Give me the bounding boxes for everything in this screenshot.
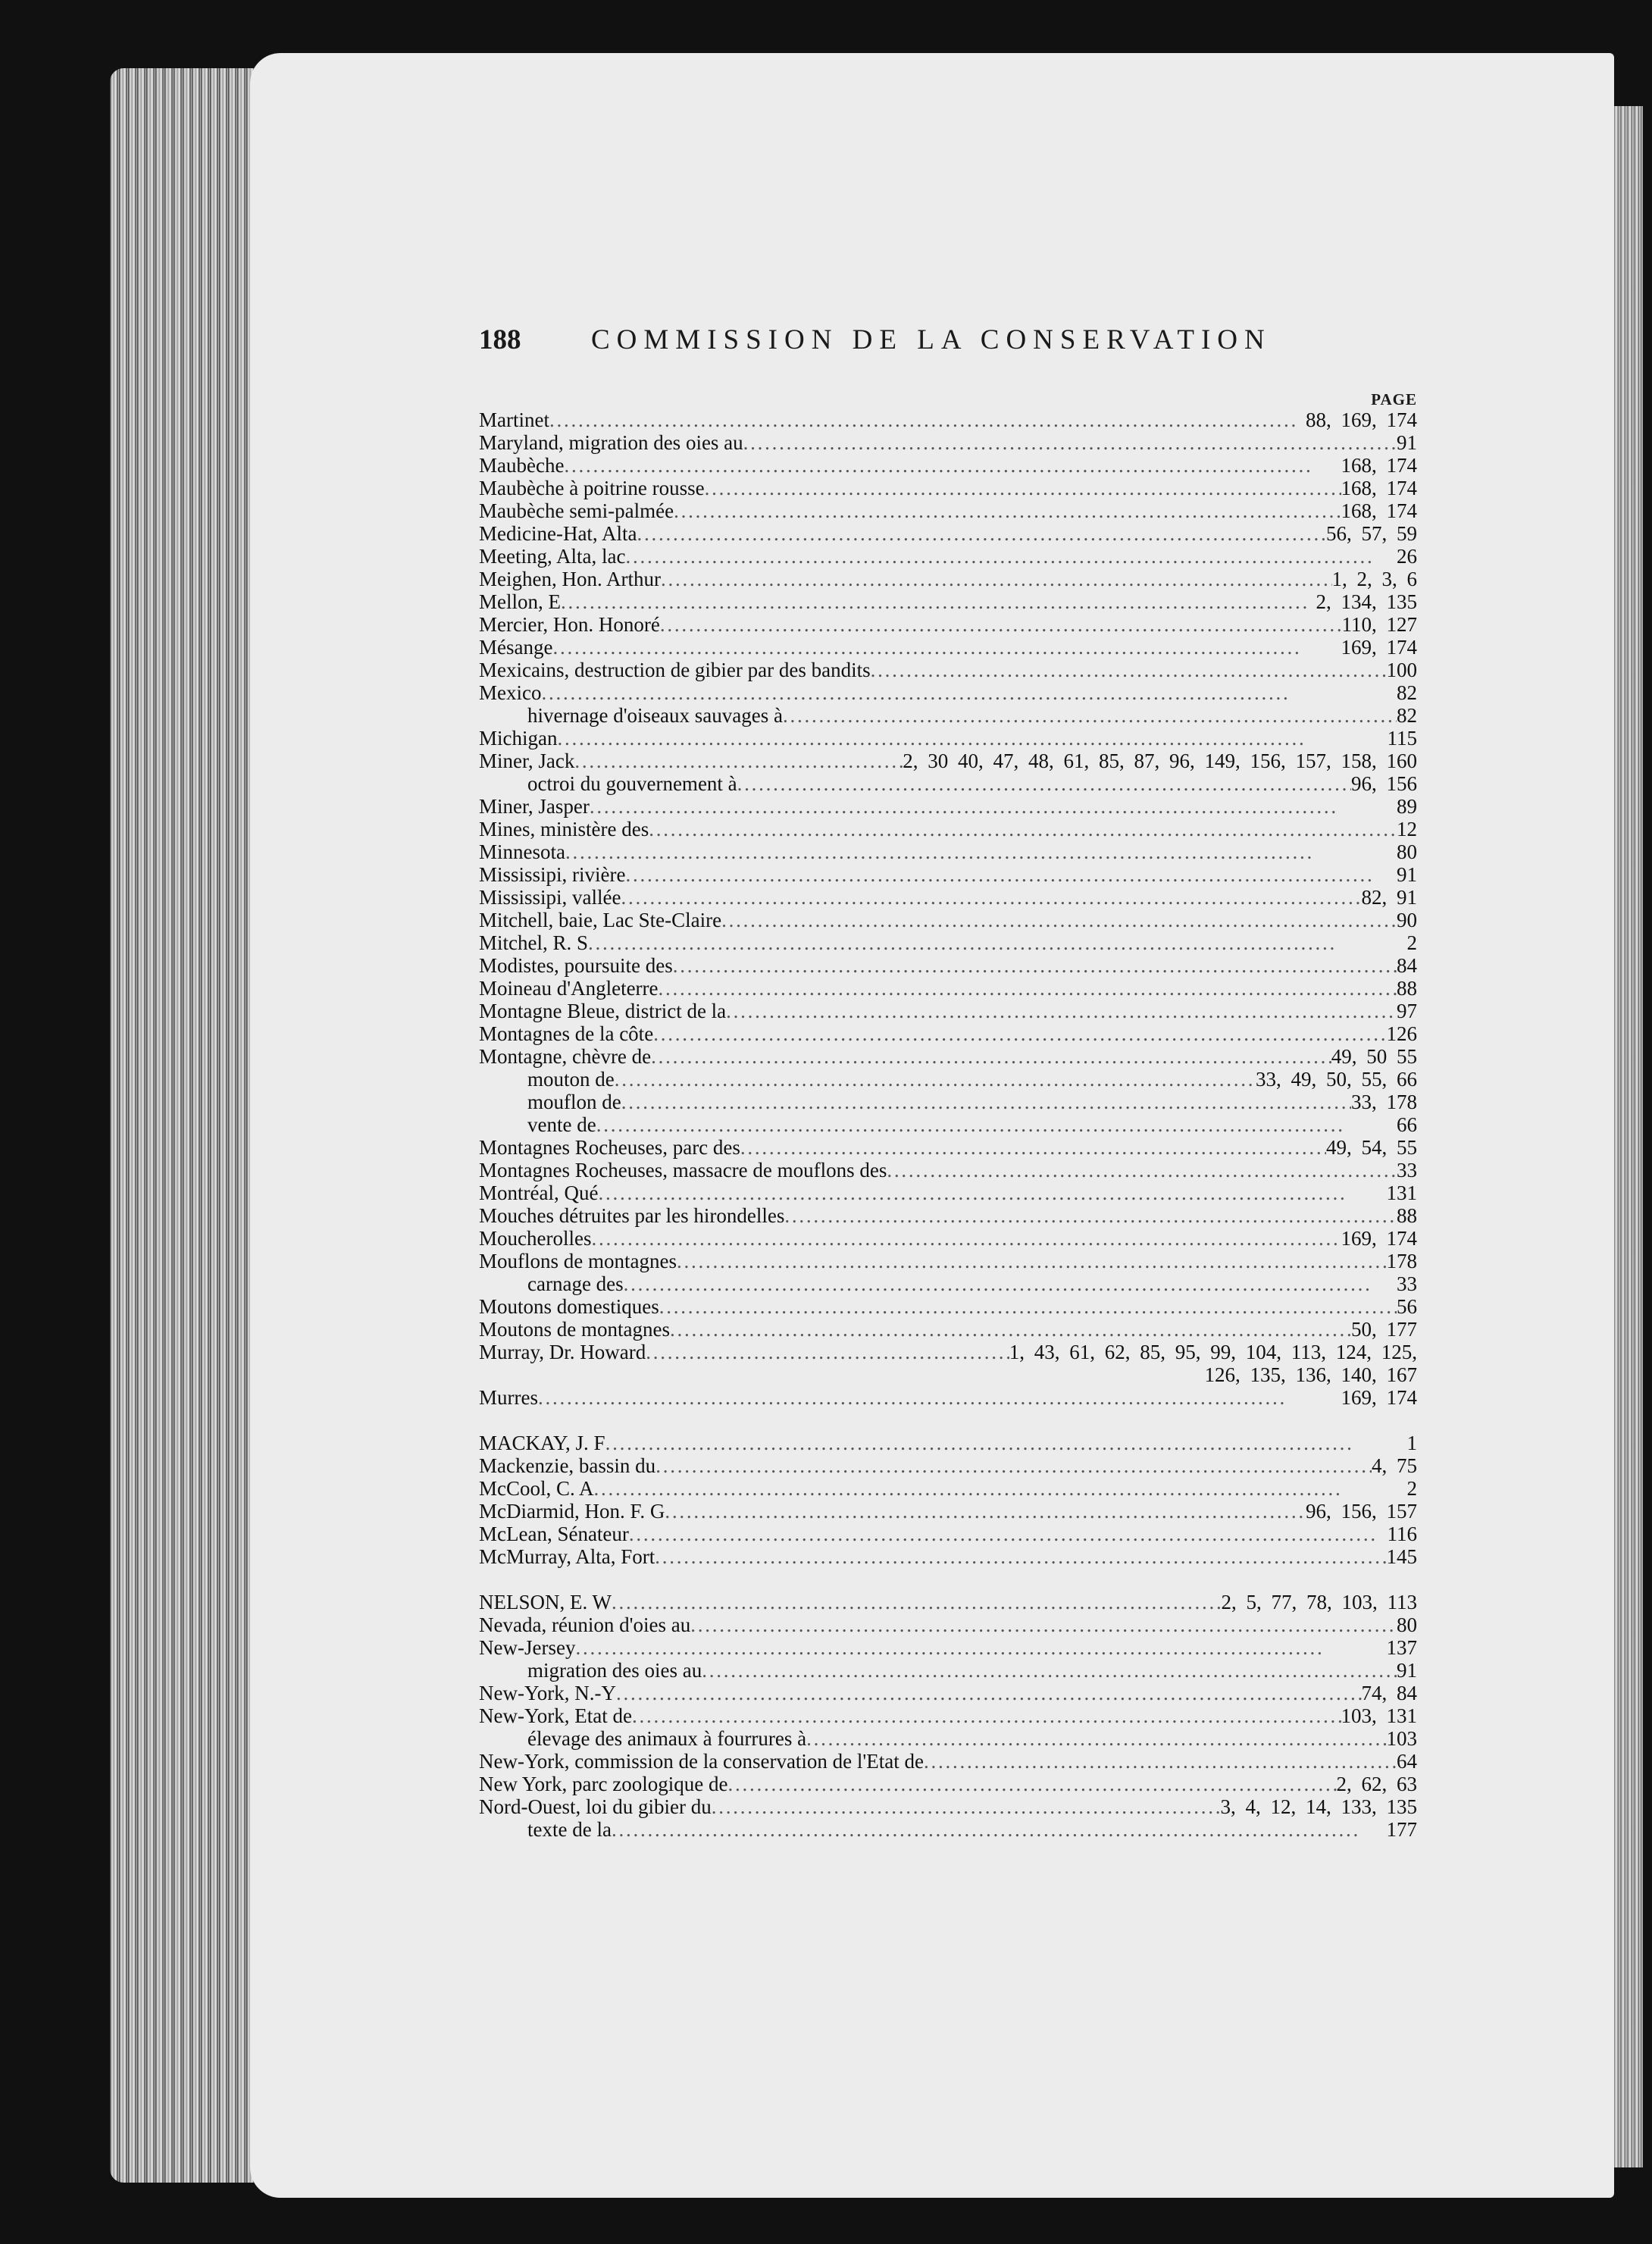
index-entry	[479, 909, 1417, 931]
index-entry	[479, 545, 1417, 568]
dot-leader	[565, 840, 1397, 863]
index-entry	[479, 1659, 1417, 1682]
dot-leader	[806, 1727, 1386, 1750]
index-term: Moutons domestiques	[479, 1295, 659, 1318]
index-term: mouton de	[527, 1068, 615, 1091]
index-page-refs: 33	[1397, 1159, 1417, 1181]
index-page-refs: 1, 2, 3, 6	[1331, 568, 1417, 590]
dot-leader	[653, 1022, 1386, 1045]
dot-leader	[705, 477, 1341, 499]
dot-leader	[670, 1318, 1351, 1341]
index-page-refs: 110, 127	[1341, 613, 1417, 636]
index-term: McCool, C. A	[479, 1477, 594, 1500]
dot-leader	[651, 1045, 1331, 1068]
index-page-refs: 137	[1386, 1636, 1417, 1659]
index-term: Mellon, E	[479, 590, 561, 613]
index-entry	[479, 931, 1417, 954]
index-entry	[479, 1113, 1417, 1136]
index-entry	[479, 1181, 1417, 1204]
index-entry	[479, 840, 1417, 863]
index-term: New York, parc zoologique de	[479, 1773, 728, 1795]
index-term: élevage des animaux à fourrures à	[527, 1727, 807, 1750]
index-entry	[479, 1204, 1417, 1227]
index-term: Montagne, chèvre de	[479, 1045, 652, 1068]
index-page-refs: 169, 174	[1341, 1386, 1417, 1409]
dot-leader	[629, 1523, 1388, 1545]
dot-leader	[702, 1659, 1397, 1682]
dot-leader	[616, 1682, 1362, 1704]
index-term: Maubèche	[479, 454, 565, 477]
index-page-refs: 145	[1386, 1545, 1417, 1568]
dot-leader	[612, 1818, 1387, 1841]
index-entry	[479, 818, 1417, 840]
index-page-refs: 126	[1386, 1022, 1417, 1045]
dot-leader	[783, 704, 1397, 727]
index-page-refs: 50, 177	[1351, 1318, 1417, 1341]
index-page-refs: 64	[1397, 1750, 1417, 1773]
dot-leader	[598, 1181, 1386, 1204]
index-term: Murray, Dr. Howard	[479, 1341, 646, 1363]
index-page-refs: 131	[1386, 1181, 1417, 1204]
dot-leader	[887, 1159, 1397, 1181]
running-title: COMMISSION DE LA CONSERVATION	[591, 324, 1272, 355]
index-page-refs: 97	[1397, 1000, 1417, 1022]
index-entry	[479, 681, 1417, 704]
index-page-refs: 1	[1406, 1432, 1417, 1454]
index-term: Mésange	[479, 636, 553, 659]
index-term: Miner, Jack	[479, 750, 575, 772]
page-number: 188	[479, 324, 521, 355]
dot-leader	[541, 681, 1397, 704]
index-page-refs: 66	[1397, 1113, 1417, 1136]
index-term: McDiarmid, Hon. F. G	[479, 1500, 665, 1523]
index-entry	[479, 477, 1417, 499]
index-page-refs: 168, 174	[1341, 454, 1417, 477]
index-entry	[479, 1386, 1417, 1409]
index-entry	[479, 522, 1417, 545]
dot-leader	[594, 1477, 1407, 1500]
index-entry	[479, 1045, 1417, 1068]
index-page-refs: 90	[1397, 909, 1417, 931]
index-page-refs: 116	[1387, 1523, 1417, 1545]
dot-leader	[659, 1295, 1397, 1318]
index-page-refs: 1, 43, 61, 62, 85, 95, 99, 104, 113, 124, 125,	[1009, 1341, 1417, 1363]
dot-leader	[621, 886, 1362, 909]
index-entry	[479, 568, 1417, 590]
index-term: NELSON, E. W	[479, 1591, 612, 1613]
index-term: texte de la	[527, 1818, 612, 1841]
dot-leader	[743, 431, 1397, 454]
index-entry	[479, 772, 1417, 795]
dot-leader	[655, 1545, 1386, 1568]
index-page-refs: 96, 156	[1351, 772, 1417, 795]
dot-leader	[712, 1795, 1221, 1818]
index-term: Mitchel, R. S	[479, 931, 589, 954]
dot-leader	[590, 795, 1397, 818]
index-term: Nevada, réunion d'oies au	[479, 1613, 691, 1636]
index-page-refs: 88, 169, 174	[1306, 408, 1417, 431]
dot-leader	[605, 1432, 1407, 1454]
index-page-refs: 4, 75	[1372, 1454, 1417, 1477]
dot-leader	[624, 1272, 1397, 1295]
index-page-refs: 178	[1386, 1250, 1417, 1272]
index-entry	[479, 1068, 1417, 1091]
index-term: Mexico	[479, 681, 542, 704]
page-column-label: PAGE	[1371, 390, 1417, 408]
index-page-refs: 103, 131	[1341, 1704, 1417, 1727]
dot-leader	[591, 1227, 1341, 1250]
dot-leader	[575, 1636, 1386, 1659]
dot-leader	[649, 818, 1397, 840]
index-term: hivernage d'oiseaux sauvages à	[527, 704, 783, 727]
index-term: Mississipi, vallée	[479, 886, 621, 909]
index-page-refs: 80	[1397, 1613, 1417, 1636]
index-entry	[479, 659, 1417, 681]
dot-leader	[660, 613, 1342, 636]
dot-leader	[674, 499, 1341, 522]
index-entry	[479, 1454, 1417, 1477]
dot-leader	[677, 1250, 1387, 1272]
index-page-refs: 91	[1397, 1659, 1417, 1682]
index-entry	[479, 1272, 1417, 1295]
index-page-refs: 3, 4, 12, 14, 133, 135	[1220, 1795, 1417, 1818]
index-term: Mines, ministère des	[479, 818, 649, 840]
index-term: Nord-Ouest, loi du gibier du	[479, 1795, 712, 1818]
index-entry	[479, 1432, 1417, 1454]
index-term: Medicine-Hat, Alta	[479, 522, 637, 545]
index-entry	[479, 1591, 1417, 1613]
index-page-refs: 88	[1397, 1204, 1417, 1227]
index-term: New-York, Etat de	[479, 1704, 632, 1727]
dot-leader	[659, 977, 1397, 1000]
index-term: vente de	[527, 1113, 596, 1136]
dot-leader	[552, 636, 1341, 659]
index-page-refs: 2, 62, 63	[1336, 1773, 1417, 1795]
dot-leader	[625, 545, 1397, 568]
index-term: mouflon de	[527, 1091, 621, 1113]
index-page-refs: 26	[1397, 545, 1417, 568]
index-page-refs: 100	[1386, 659, 1417, 681]
book-page-edges-left	[110, 68, 261, 2183]
dot-leader	[737, 772, 1351, 795]
index-page-refs: 33, 178	[1351, 1091, 1417, 1113]
dot-leader	[665, 1500, 1306, 1523]
index-term: Mercier, Hon. Honoré	[479, 613, 660, 636]
index-entry	[479, 1818, 1417, 1841]
index-term: Mississipi, rivière	[479, 863, 626, 886]
index-term: Montagne Bleue, district de la	[479, 1000, 727, 1022]
index-page-refs: 169, 174	[1341, 1227, 1417, 1250]
index-page-refs: 33	[1397, 1272, 1417, 1295]
dot-leader	[740, 1136, 1326, 1159]
index-page-refs: 2	[1406, 1477, 1417, 1500]
index-page-refs: 12	[1397, 818, 1417, 840]
index-entry	[479, 704, 1417, 727]
index-page-refs: 56, 57, 59	[1326, 522, 1417, 545]
dot-leader	[564, 454, 1341, 477]
index-term: Mouflons de montagnes	[479, 1250, 677, 1272]
dot-leader	[574, 750, 903, 772]
index-page-refs: 74, 84	[1361, 1682, 1417, 1704]
index-term: Michigan	[479, 727, 558, 750]
dot-leader	[784, 1204, 1397, 1227]
index-term: New-York, N.-Y	[479, 1682, 616, 1704]
index-page-refs: 91	[1397, 863, 1417, 886]
index-entry	[479, 1227, 1417, 1250]
index-term: Martinet	[479, 408, 549, 431]
dot-leader	[615, 1068, 1256, 1091]
index-term: Maryland, migration des oies au	[479, 431, 743, 454]
index-term: migration des oies au	[527, 1659, 702, 1682]
index-page-refs: 49, 54, 55	[1326, 1136, 1417, 1159]
index-term: Montagnes Rocheuses, massacre de mouflons des	[479, 1159, 887, 1181]
dot-leader	[690, 1613, 1397, 1636]
index-term: Mexicains, destruction de gibier par des bandits	[479, 659, 871, 681]
index-entry	[479, 863, 1417, 886]
dot-leader	[646, 1341, 1009, 1363]
index-entry	[479, 408, 1417, 431]
index-entry	[479, 1295, 1417, 1318]
dot-leader	[655, 1454, 1372, 1477]
index-entry	[479, 1545, 1417, 1568]
dot-leader	[721, 909, 1397, 931]
index-page-refs: 2	[1406, 931, 1417, 954]
index-entry	[479, 590, 1417, 613]
index-term: New-York, commission de la conservation de l'Etat de	[479, 1750, 924, 1773]
index-page-refs: 80	[1397, 840, 1417, 863]
index-entry	[479, 886, 1417, 909]
index-page-refs: 96, 156, 157	[1306, 1500, 1417, 1523]
dot-leader	[924, 1750, 1397, 1773]
index-term: Moineau d'Angleterre	[479, 977, 659, 1000]
index-term: octroi du gouvernement à	[527, 772, 737, 795]
index-term: Murres	[479, 1386, 538, 1409]
dot-leader	[538, 1386, 1341, 1409]
index-entry	[479, 613, 1417, 636]
index-page-refs: 168, 174	[1341, 499, 1417, 522]
index-entry	[479, 1613, 1417, 1636]
index-term: Moutons de montagnes	[479, 1318, 670, 1341]
index-page-refs: 91	[1397, 431, 1417, 454]
index-term: Mitchell, baie, Lac Ste-Claire	[479, 909, 722, 931]
index-term: Modistes, poursuite des	[479, 954, 673, 977]
index-page-refs: 88	[1397, 977, 1417, 1000]
index-entry	[479, 1750, 1417, 1773]
index-entry	[479, 454, 1417, 477]
index-term: carnage des	[527, 1272, 624, 1295]
index-entry	[479, 1727, 1417, 1750]
index-entry	[479, 1477, 1417, 1500]
index-term: Meeting, Alta, lac	[479, 545, 626, 568]
index-entry	[479, 636, 1417, 659]
dot-leader	[549, 408, 1306, 431]
index-entry	[479, 727, 1417, 750]
index-entry	[479, 499, 1417, 522]
index-entry	[479, 1022, 1417, 1045]
index-entry	[479, 1795, 1417, 1818]
index-term: Maubèche semi-palmée	[479, 499, 674, 522]
index-page-refs: 169, 174	[1341, 636, 1417, 659]
dot-leader	[588, 931, 1406, 954]
index-term: Mouches détruites par les hirondelles	[479, 1204, 785, 1227]
index-entry	[479, 1523, 1417, 1545]
dot-leader	[561, 590, 1316, 613]
dot-leader	[557, 727, 1387, 750]
index-page-refs: 2, 30 40, 47, 48, 61, 85, 87, 96, 149, 156, 157, 158, 160	[903, 750, 1417, 772]
dot-leader	[621, 1091, 1351, 1113]
section-gap	[479, 1409, 1417, 1432]
index-entry	[479, 1500, 1417, 1523]
index-page-refs: 103	[1386, 1727, 1417, 1750]
index-term: New-Jersey	[479, 1636, 576, 1659]
index-entry	[479, 1159, 1417, 1181]
index-page-refs: 82, 91	[1361, 886, 1417, 909]
index-entry-continuation	[479, 1363, 1417, 1386]
index-entry	[479, 1773, 1417, 1795]
index-page-refs: 177	[1386, 1818, 1417, 1841]
index-entry	[479, 1136, 1417, 1159]
index-term: Mackenzie, bassin du	[479, 1454, 656, 1477]
index-entry	[479, 1091, 1417, 1113]
index-page-refs: 168, 174	[1341, 477, 1417, 499]
index-entry	[479, 977, 1417, 1000]
section-gap	[479, 1568, 1417, 1591]
dot-leader	[661, 568, 1332, 590]
index-entry	[479, 1250, 1417, 1272]
index-entry	[479, 1704, 1417, 1727]
page-header	[479, 324, 1373, 361]
dot-leader	[626, 863, 1397, 886]
index-term: McMurray, Alta, Fort	[479, 1545, 655, 1568]
index-term: Miner, Jasper	[479, 795, 590, 818]
dot-leader	[596, 1113, 1397, 1136]
index-list	[479, 408, 1417, 1841]
dot-leader	[637, 522, 1326, 545]
index-entry	[479, 1636, 1417, 1659]
index-entry	[479, 1318, 1417, 1341]
index-page-refs: 82	[1397, 704, 1417, 727]
index-page-refs: 115	[1387, 727, 1417, 750]
index-page-refs: 2, 134, 135	[1316, 590, 1417, 613]
index-term: Montréal, Qué	[479, 1181, 599, 1204]
index-term: Maubèche à poitrine rousse	[479, 477, 705, 499]
index-entry	[479, 431, 1417, 454]
dot-leader	[612, 1591, 1222, 1613]
index-page-refs: 2, 5, 77, 78, 103, 113	[1221, 1591, 1417, 1613]
index-entry	[479, 1682, 1417, 1704]
index-entry	[479, 1341, 1417, 1363]
index-entry	[479, 1000, 1417, 1022]
index-page-refs: 82	[1397, 681, 1417, 704]
dot-leader	[727, 1773, 1336, 1795]
index-term: McLean, Sénateur	[479, 1523, 629, 1545]
index-page-refs: 49, 50 55	[1331, 1045, 1417, 1068]
index-entry	[479, 750, 1417, 772]
index-page-refs: 89	[1397, 795, 1417, 818]
index-term: MACKAY, J. F	[479, 1432, 605, 1454]
dot-leader	[632, 1704, 1341, 1727]
index-page-refs: 56	[1397, 1295, 1417, 1318]
index-page-refs: 84	[1397, 954, 1417, 977]
dot-leader	[673, 954, 1397, 977]
index-page-refs: 126, 135, 136, 140, 167	[1204, 1363, 1417, 1386]
index-term: Minnesota	[479, 840, 565, 863]
index-entry	[479, 954, 1417, 977]
index-term: Moucherolles	[479, 1227, 592, 1250]
dot-leader	[726, 1000, 1397, 1022]
index-page-refs: 33, 49, 50, 55, 66	[1256, 1068, 1417, 1091]
index-term: Montagnes de la côte	[479, 1022, 654, 1045]
index-entry	[479, 795, 1417, 818]
index-term: Montagnes Rocheuses, parc des	[479, 1136, 740, 1159]
dot-leader	[871, 659, 1387, 681]
index-term: Meighen, Hon. Arthur	[479, 568, 661, 590]
